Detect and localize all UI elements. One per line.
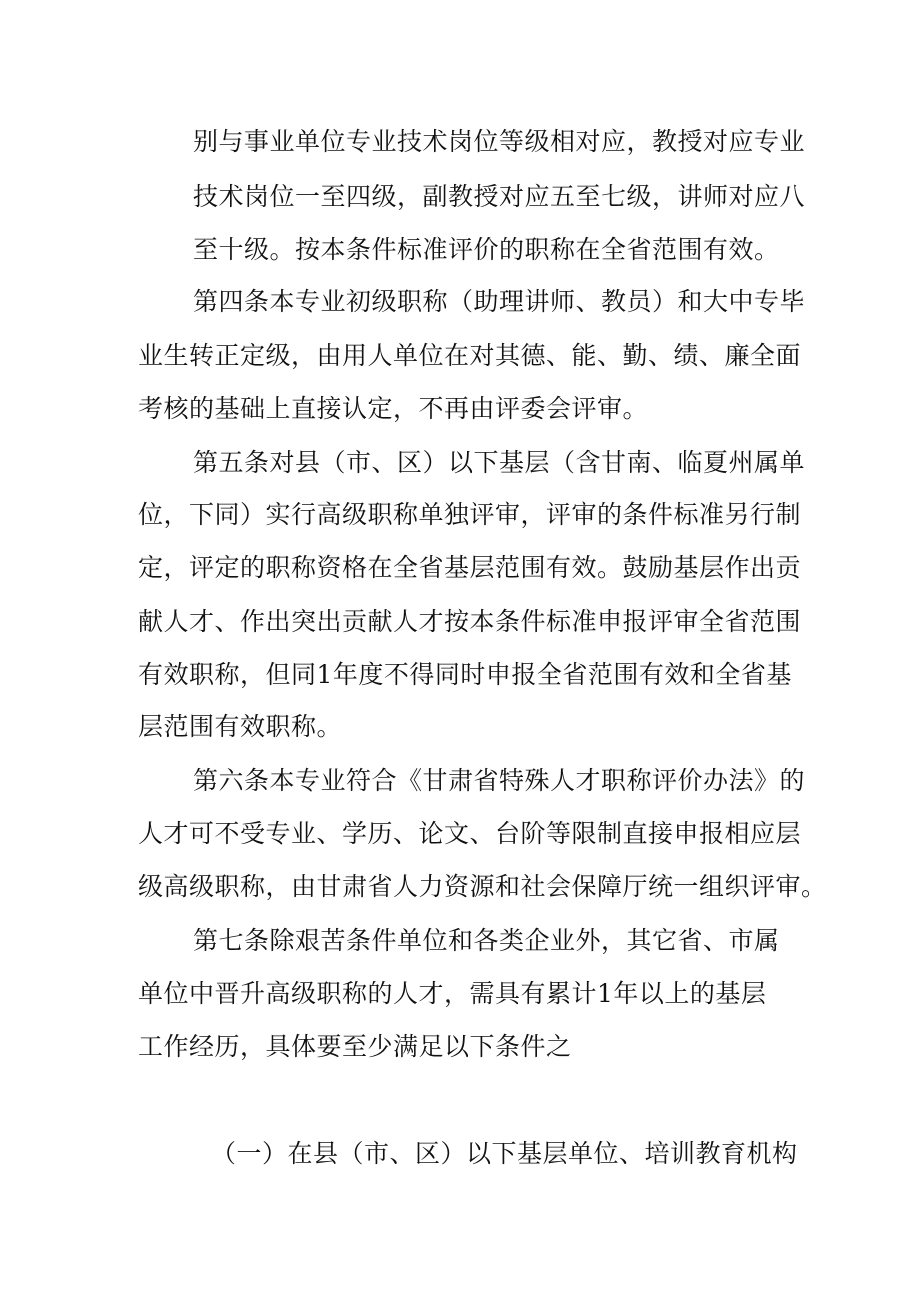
text-line: 技术岗位一至四级，副教授对应五至七级，讲师对应八	[193, 182, 806, 211]
text-line: 第四条本专业初级职称（助理讲师、教员）和大中专毕	[193, 287, 806, 316]
text-line: （一）在县（市、区）以下基层单位、培训教育机构	[211, 1139, 798, 1168]
text-line: 人才可不受专业、学历、论文、台阶等限制直接申报相应层	[138, 819, 802, 848]
text-line: 第五条对县（市、区）以下基层（含甘南、临夏州属单	[193, 448, 806, 477]
text-line: 至十级。按本条件标准评价的职称在全省范围有效。	[193, 235, 780, 264]
text-line: 位，下同）实行高级职称单独评审，评审的条件标准另行制	[138, 500, 802, 529]
text-line: 第七条除艰苦条件单位和各类企业外，其它省、市属	[193, 926, 780, 955]
text-line: 有效职称，但同1年度不得同时申报全省范围有效和全省基	[138, 660, 792, 689]
text-line: 业生转正定级，由用人单位在对其德、能、勤、绩、廉全面	[138, 341, 802, 370]
text-line: 单位中晋升高级职称的人才，需具有累计1年以上的基层	[138, 979, 767, 1008]
text-line: 献人才、作出突出贡献人才按本条件标准申报评审全省范围	[138, 607, 802, 636]
text-line: 层范围有效职称。	[138, 712, 343, 741]
text-line: 第六条本专业符合《甘肃省特殊人才职称评价办法》的	[193, 766, 806, 795]
text-line: 别与事业单位专业技术岗位等级相对应，教授对应专业	[193, 127, 806, 156]
text-line: 工作经历，具体要至少满足以下条件之	[138, 1032, 572, 1061]
text-line: 级高级职称，由甘肃省人力资源和社会保障厅统一组织评审。	[138, 872, 827, 901]
text-line: 定，评定的职称资格在全省基层范围有效。鼓励基层作出贡	[138, 553, 802, 582]
text-line: 考核的基础上直接认定，不再由评委会评审。	[138, 394, 649, 423]
